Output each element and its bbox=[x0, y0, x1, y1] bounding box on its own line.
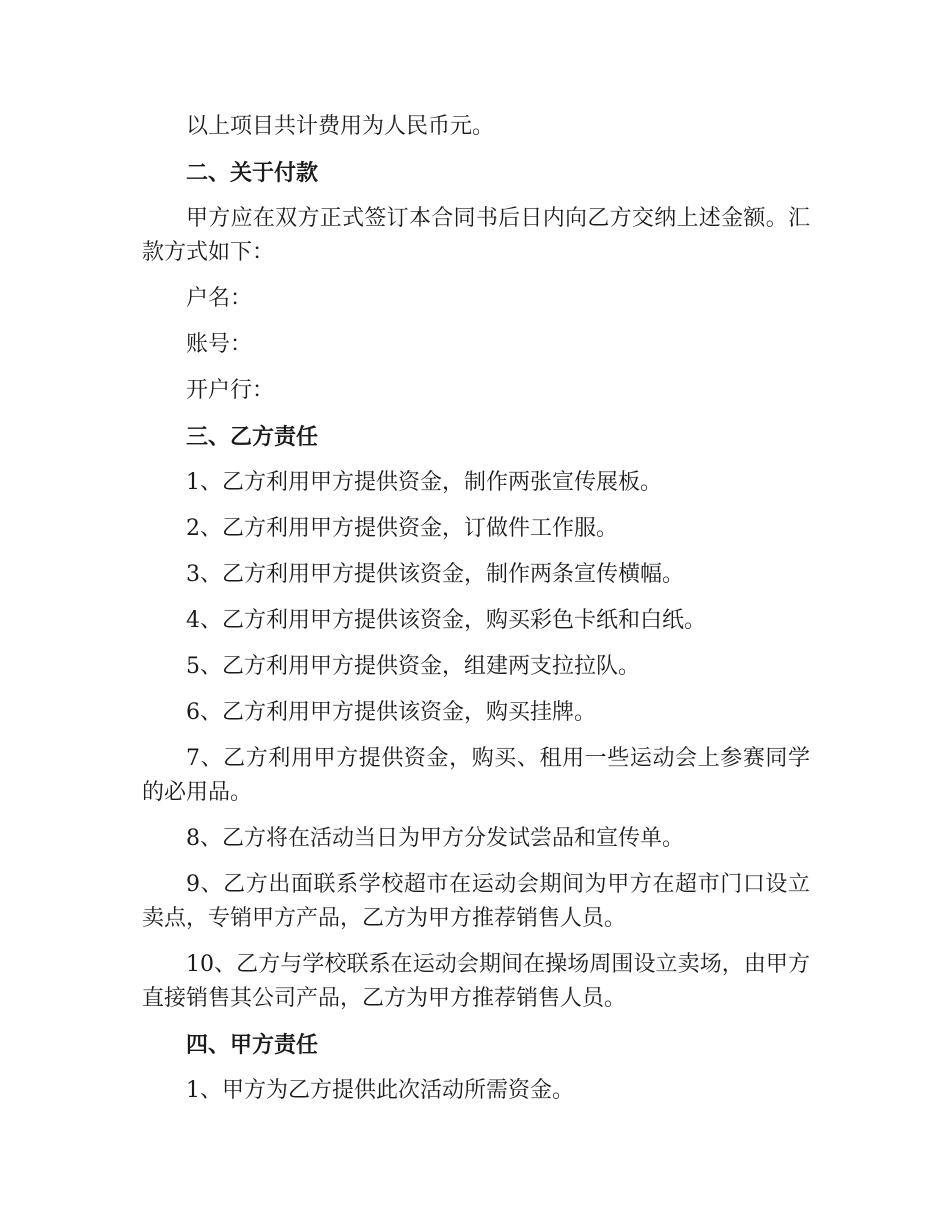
party-a-item: 1、甲方为乙方提供此次活动所需资金。 bbox=[186, 1078, 574, 1103]
total-cost-line: 以上项目共计费用为人民币元。 bbox=[186, 114, 495, 139]
party-b-item: 9、乙方出面联系学校超市在运动会期间为甲方在超市门口设立卖点，专销甲方产品，乙方为甲方推荐销售人员。 bbox=[142, 872, 810, 931]
section-heading-party-b: 三、乙方责任 bbox=[186, 424, 319, 450]
document-body bbox=[142, 110, 810, 1120]
party-b-item: 2、乙方利用甲方提供资金，订做件工作服。 bbox=[186, 516, 618, 541]
party-b-item: 4、乙方利用甲方提供该资金，购买彩色卡纸和白纸。 bbox=[186, 608, 706, 633]
section-heading-payment: 二、关于付款 bbox=[186, 160, 319, 186]
party-b-item: 7、乙方利用甲方提供资金，购买、租用一些运动会上参赛同学的必用品。 bbox=[142, 746, 810, 805]
party-b-item: 8、乙方将在活动当日为甲方分发试尝品和宣传单。 bbox=[186, 826, 684, 851]
party-b-item: 1、乙方利用甲方提供资金，制作两张宣传展板。 bbox=[186, 470, 662, 495]
party-b-item: 3、乙方利用甲方提供该资金，制作两条宣传横幅。 bbox=[186, 562, 684, 587]
section-heading-party-a: 四、甲方责任 bbox=[186, 1032, 319, 1058]
party-b-item: 10、乙方与学校联系在运动会期间在操场周围设立卖场，由甲方直接销售其公司产品，乙方为甲方推荐销售人员。 bbox=[142, 952, 810, 1011]
party-b-item: 5、乙方利用甲方提供资金，组建两支拉拉队。 bbox=[186, 654, 640, 679]
account-name-label: 户名： bbox=[186, 286, 253, 311]
party-b-item: 6、乙方利用甲方提供该资金，购买挂牌。 bbox=[186, 700, 596, 725]
bank-label: 开户行： bbox=[186, 378, 275, 403]
account-number-label: 账号： bbox=[186, 332, 253, 357]
payment-paragraph: 甲方应在双方正式签订本合同书后日内向乙方交纳上述金额。汇款方式如下： bbox=[142, 206, 810, 265]
